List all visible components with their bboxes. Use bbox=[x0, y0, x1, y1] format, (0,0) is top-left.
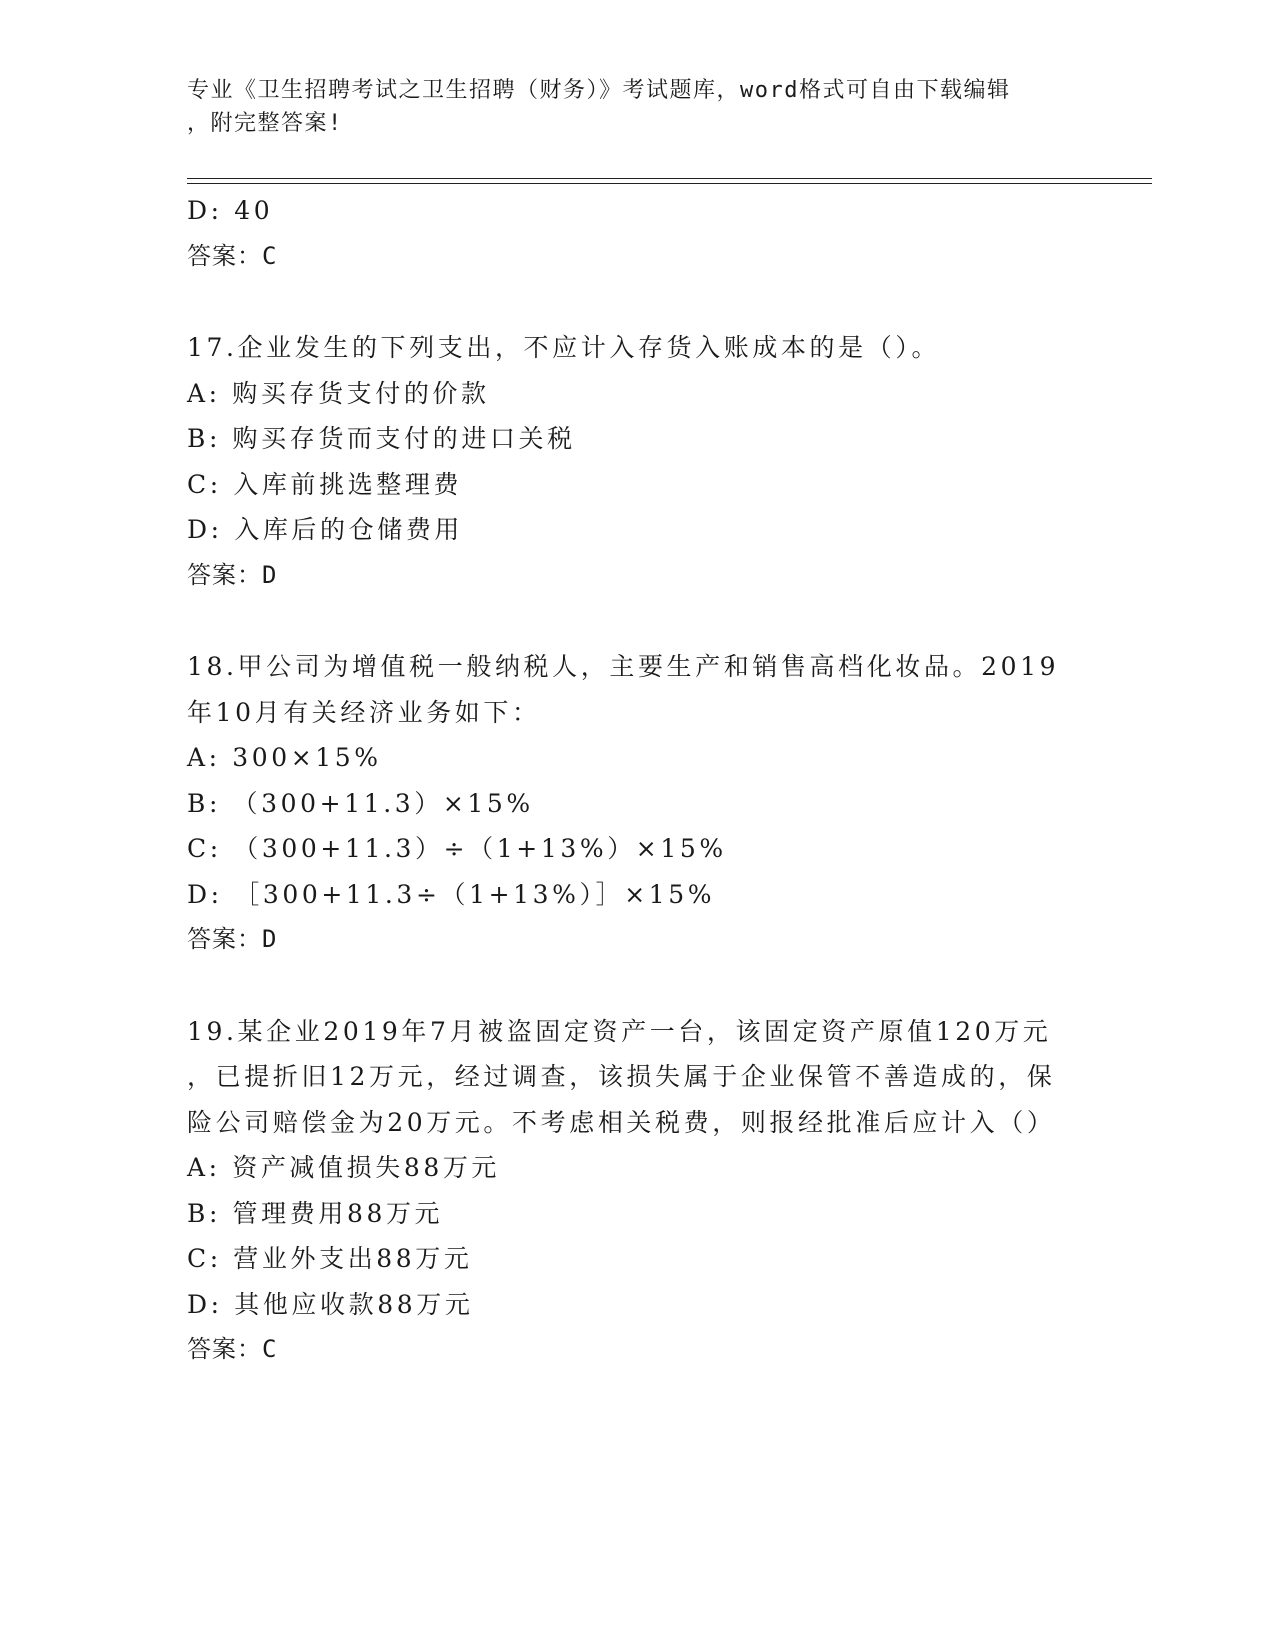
option-a: A: 资产减值损失88万元 bbox=[187, 1153, 501, 1182]
question-17 bbox=[187, 325, 1087, 598]
spacer bbox=[187, 598, 1087, 644]
header-line-1: 专业《卫生招聘考试之卫生招聘（财务）》考试题库，word格式可自由下载编辑 bbox=[187, 78, 1011, 103]
option-b: B: （300+11.3）×15% bbox=[187, 788, 534, 818]
option-c: C: （300+11.3）÷（1+13%）×15% bbox=[187, 834, 727, 863]
header-divider-top bbox=[187, 178, 1152, 179]
answer: 答案：C bbox=[187, 1335, 278, 1363]
question-18 bbox=[187, 644, 1087, 963]
spacer bbox=[187, 963, 1087, 1009]
option-c: C: 营业外支出88万元 bbox=[187, 1244, 473, 1273]
spacer bbox=[187, 279, 1087, 325]
option-d: D: 其他应收款88万元 bbox=[187, 1289, 474, 1319]
option-a: A: 购买存货支付的价款 bbox=[187, 378, 490, 408]
option-c: C: 入库前挑选整理费 bbox=[187, 469, 463, 499]
header-line-2: ，附完整答案! bbox=[187, 111, 343, 136]
question-stem: 18.甲公司为增值税一般纳税人，主要生产和销售高档化妆品。2019 bbox=[187, 652, 1060, 681]
prev-option-d: D: 40 bbox=[187, 196, 274, 225]
question-stem: 年10月有关经济业务如下： bbox=[187, 697, 541, 727]
prev-answer: 答案：C bbox=[187, 241, 278, 270]
question-stem: 17.企业发生的下列支出，不应计入存货入账成本的是（）。 bbox=[187, 333, 941, 362]
option-b: B: 购买存货而支付的进口关税 bbox=[187, 424, 576, 453]
question-stem: ，已提折旧12万元，经过调查，该损失属于企业保管不善造成的，保 bbox=[187, 1062, 1056, 1091]
document-header bbox=[187, 74, 1067, 140]
answer: 答案：D bbox=[187, 560, 278, 589]
header-divider-bottom bbox=[187, 183, 1152, 184]
document-body bbox=[187, 188, 1087, 1373]
option-a: A: 300×15% bbox=[187, 743, 382, 772]
option-d: D: 入库后的仓储费用 bbox=[187, 515, 464, 544]
answer: 答案：D bbox=[187, 925, 278, 953]
question-stem: 19.某企业2019年7月被盗固定资产一台，该固定资产原值120万元 bbox=[187, 1016, 1052, 1046]
option-d: D: ［300+11.3÷（1+13%）］×15% bbox=[187, 879, 716, 909]
question-19 bbox=[187, 1009, 1087, 1373]
question-stem: 险公司赔偿金为20万元。不考虑相关税费，则报经批准后应计入（） bbox=[187, 1107, 1056, 1137]
option-b: B: 管理费用88万元 bbox=[187, 1198, 444, 1228]
